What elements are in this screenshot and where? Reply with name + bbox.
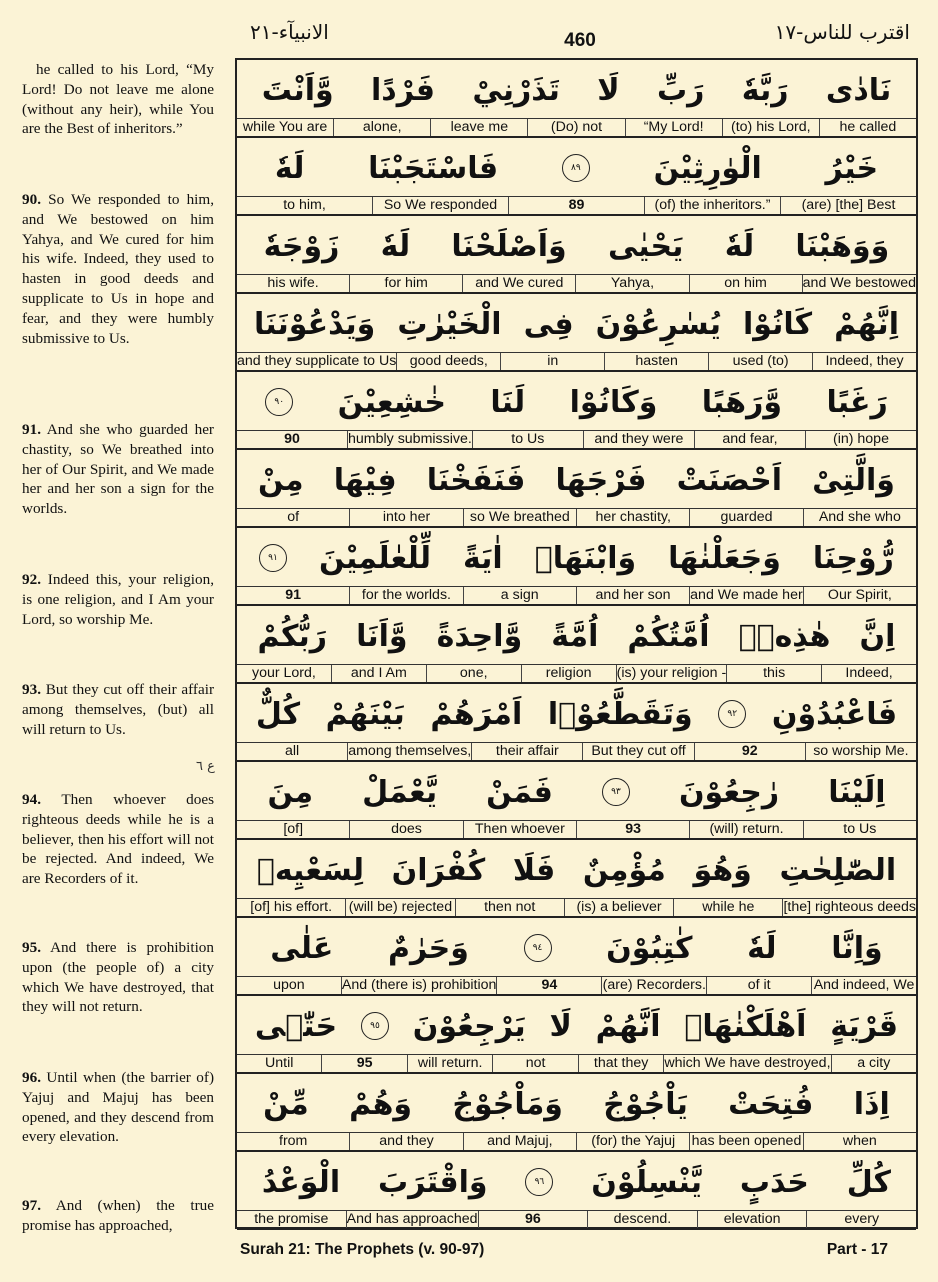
arabic-word: مِّنْ [263, 1086, 309, 1122]
word-meaning-cell: and they supplicate to Us [237, 353, 397, 369]
arabic-word: وَاقْتَرَبَ [377, 1164, 488, 1200]
word-meaning-cell: on him [689, 275, 802, 292]
word-meaning-cell: guarded [689, 509, 802, 526]
arabic-word: وَيَدْعُوْنَنَا [254, 306, 376, 342]
word-meaning-cell: (are) [the] Best [780, 197, 916, 214]
word-meaning-cell: not [492, 1055, 577, 1072]
surah-name-arabic: الانبيآء-٢١ [250, 20, 329, 44]
verse-number-cell: 89 [508, 197, 644, 214]
arabic-word: اِنَّهُمْ [834, 306, 899, 342]
english-line [237, 742, 916, 762]
word-meaning-cell: for the worlds. [349, 587, 462, 604]
word-meaning-cell: [of] [283, 821, 304, 837]
arabic-word: رَغَبًا [826, 384, 888, 420]
arabic-word: فَمَنْ [486, 774, 553, 810]
arabic-word: لَا [549, 1008, 572, 1044]
english-line [237, 1132, 916, 1152]
arabic-line [237, 606, 916, 666]
arabic-line [237, 996, 916, 1056]
arabic-word: فَاسْتَجَبْنَا [368, 150, 499, 186]
verse-row [237, 60, 916, 138]
translation-verse-93: 93. But they cut off their affair among themselves, (but) all will return to Us. [22, 681, 214, 738]
word-meaning-cell: of [287, 509, 300, 525]
english-line [237, 118, 916, 138]
word-meaning-cell: religion [521, 665, 616, 682]
verse-end-marker: ٩٢ [718, 700, 746, 728]
verse-row [237, 606, 916, 684]
verse-number-cell: 94 [496, 977, 601, 994]
arabic-word: وَهُوَ [693, 852, 752, 888]
arabic-word: اُمَّتُكُمْ [627, 618, 710, 654]
word-meaning-cell: Then whoever [463, 821, 576, 838]
arabic-word: اٰيَةً [462, 540, 503, 576]
arabic-word: كُفْرَانَ [391, 852, 486, 888]
arabic-word: وَاَصْلَحْنَا [451, 228, 567, 264]
verse-end-marker: ٩٤ [524, 934, 552, 962]
arabic-word: رَبِّ [656, 72, 705, 108]
verse-row [237, 294, 916, 372]
arabic-word: اِنَّ [859, 618, 896, 654]
english-line [237, 430, 916, 450]
word-meaning-cell: the promise [254, 1211, 329, 1227]
arabic-line [237, 918, 916, 978]
verse-row [237, 528, 916, 606]
arabic-word: وَكَانُوْا [569, 384, 658, 420]
word-meaning-cell: one, [426, 665, 521, 682]
word-meaning-cell: hasten [604, 353, 708, 370]
word-meaning-cell: has been opened [689, 1133, 802, 1150]
footer-part: Part - 17 [826, 1241, 888, 1258]
english-line [237, 352, 916, 372]
arabic-word: رٰجِعُوْنَ [678, 774, 780, 810]
arabic-line [237, 528, 916, 588]
word-meaning-cell: so worship Me. [805, 743, 916, 760]
word-meaning-cell: Indeed, they [812, 353, 916, 370]
arabic-word: وَّاحِدَةً [436, 618, 523, 654]
verse-number-cell: 93 [576, 821, 689, 838]
arabic-word: عَلٰى [270, 930, 334, 966]
arabic-word: قَرْيَةٍ [830, 1008, 899, 1044]
english-line [237, 274, 916, 294]
verse-number-cell: 96 [478, 1211, 588, 1228]
arabic-line [237, 684, 916, 744]
word-meaning-cell: every [806, 1211, 916, 1228]
arabic-word: وَالَّتِىْ [812, 462, 895, 498]
verse-row [237, 684, 916, 762]
word-meaning-cell: this [726, 665, 821, 682]
arabic-word: نَادٰى [825, 72, 892, 108]
english-line [237, 820, 916, 840]
arabic-word: يَاْجُوْجُ [603, 1086, 688, 1122]
arabic-line [237, 450, 916, 510]
word-meaning-cell: when [803, 1133, 916, 1150]
arabic-word: لَا [597, 72, 620, 108]
verse-row [237, 1074, 916, 1152]
word-meaning-cell: into her [349, 509, 462, 526]
word-meaning-cell: And (there is) prohibition [341, 977, 497, 993]
arabic-line [237, 138, 916, 198]
word-meaning-cell: and fear, [694, 431, 805, 448]
word-meaning-cell: to Us [803, 821, 916, 838]
english-line [237, 664, 916, 684]
english-line [237, 976, 916, 996]
arabic-word: يَّنْسِلُوْنَ [591, 1164, 702, 1200]
verse-row [237, 138, 916, 216]
english-line [237, 586, 916, 606]
arabic-word: وَاِنَّا [831, 930, 883, 966]
verse-number-cell: 91 [285, 587, 302, 603]
word-meaning-cell: (is) a believer [564, 899, 673, 916]
word-meaning-cell: in [500, 353, 604, 370]
verse-row [237, 1152, 916, 1230]
page-number: 460 [564, 30, 596, 51]
word-meaning-cell: But they cut off [582, 743, 693, 760]
ruku-marker: ع ٦ [196, 759, 215, 774]
word-meaning-cell: to him, [283, 197, 326, 213]
word-meaning-cell: and We made her [690, 587, 803, 603]
arabic-word: الْوٰرِثِيْنَ [653, 150, 762, 186]
translation-verse-96: 96. Until when (the barrier of) Yajuj and Majuj has been opened, and they descend from every elevation. [22, 1069, 214, 1146]
verse-end-marker: ٩٥ [361, 1012, 389, 1040]
arabic-word: هٰذِهٖۤ [738, 618, 831, 654]
verse-end-marker: ٩١ [259, 544, 287, 572]
arabic-word: وَوَهَبْنَا [795, 228, 890, 264]
word-meaning-cell: to Us [472, 431, 583, 448]
word-meaning-cell: Indeed, [821, 665, 916, 682]
word-meaning-cell: used (to) [708, 353, 812, 370]
translation-verse-92: 92. Indeed this, your religion, is one religion, and I Am your Lord, so worship Me. [22, 571, 215, 628]
verse-row [237, 450, 916, 528]
arabic-word: كٰتِبُوْنَ [606, 930, 693, 966]
arabic-word: كَانُوْا [743, 306, 813, 342]
arabic-word: فِيْهَا [333, 462, 397, 498]
arabic-word: رَبَّهٗ [741, 72, 789, 108]
arabic-word: يُسٰرِعُوْنَ [595, 306, 721, 342]
arabic-word: لِسَعْيِهٖ [256, 852, 364, 888]
arabic-word: رُّوْحِنَا [812, 540, 894, 576]
translation-verse-94: 94. Then whoever does righteous deeds while he is a believer, then his effort will not be rejected. And indeed, We are Recorders of it. [22, 791, 214, 888]
arabic-word: وَّرَهَبًا [701, 384, 783, 420]
word-meaning-cell: Our Spirit, [803, 587, 916, 604]
arabic-word: رَبُّكُمْ [257, 618, 328, 654]
arabic-word: لَنَا [490, 384, 526, 420]
word-meaning-cell: (Do) not [527, 119, 624, 136]
word-meaning-cell: then not [455, 899, 564, 916]
verse-number-cell: 90 [284, 431, 300, 447]
arabic-word: وَهُمْ [349, 1086, 413, 1122]
verse-row [237, 762, 916, 840]
arabic-line [237, 294, 916, 354]
arabic-word: خٰشِعِيْنَ [337, 384, 446, 420]
arabic-word: تَذَرْنِيْ [472, 72, 560, 108]
word-meaning-cell: upon [273, 977, 305, 993]
arabic-word: وَجَعَلْنٰهَا [668, 540, 781, 576]
word-by-word-grid [235, 58, 918, 1229]
word-meaning-cell: and We cured [462, 275, 575, 292]
word-meaning-cell: (will) return. [689, 821, 802, 838]
word-meaning-cell: [the] righteous deeds [783, 899, 916, 915]
arabic-word: زَوْجَهٗ [263, 228, 340, 264]
word-meaning-cell: while he [673, 899, 782, 916]
arabic-word: وَّاَنْتَ [261, 72, 334, 108]
word-meaning-cell: and they [349, 1133, 462, 1150]
word-meaning-cell: your Lord, [251, 665, 316, 681]
word-meaning-cell: (of) the inheritors.” [644, 197, 780, 214]
word-meaning-cell: his wife. [267, 275, 319, 291]
verse-row [237, 918, 916, 996]
word-meaning-cell: a city [831, 1055, 916, 1072]
word-meaning-cell: descend. [587, 1211, 697, 1228]
word-meaning-cell: so We breathed [463, 509, 576, 526]
translation-verse-91: 91. And she who guarded her chastity, so We breathed into her of Our Spirit, and We made her and her son a sign for the worlds. [22, 421, 214, 518]
arabic-word: الْخَيْرٰتِ [397, 306, 502, 342]
word-meaning-cell: for him [349, 275, 462, 292]
arabic-word: فَاعْبُدُوْنِ [771, 696, 898, 732]
arabic-word: بَيْنَهُمْ [325, 696, 405, 732]
arabic-line [237, 60, 916, 120]
arabic-word: اُمَّةً [551, 618, 599, 654]
arabic-line [237, 372, 916, 432]
verse-end-marker: ٩٦ [525, 1168, 553, 1196]
word-meaning-cell: and Majuj, [463, 1133, 576, 1150]
word-meaning-cell: and We bestowed [802, 275, 916, 291]
word-meaning-cell: which We have destroyed, [664, 1055, 831, 1071]
verse-end-marker: ٩٠ [265, 388, 293, 416]
arabic-word: يَرْجِعُوْنَ [412, 1008, 526, 1044]
word-meaning-cell: while You are [242, 119, 328, 135]
arabic-word: حَتّٰۤى [254, 1008, 338, 1044]
arabic-word: اِذَا [853, 1086, 890, 1122]
arabic-line [237, 216, 916, 276]
english-line [237, 898, 916, 918]
word-meaning-cell: (for) the Yajuj [576, 1133, 689, 1150]
word-meaning-cell: does [349, 821, 462, 838]
arabic-word: لَهٗ [380, 228, 411, 264]
word-meaning-cell: will return. [407, 1055, 492, 1072]
word-meaning-cell: (are) Recorders. [602, 977, 706, 993]
word-meaning-cell: he called [819, 119, 916, 136]
translation-verse-95: 95. And there is prohibition upon (the people of) a city which We have destroyed, that they will not return. [22, 939, 214, 1016]
word-meaning-cell: her chastity, [576, 509, 689, 526]
arabic-word: اَنَّهُمْ [595, 1008, 661, 1044]
arabic-word: يَّعْمَلْ [362, 774, 438, 810]
word-meaning-cell: And has approached [346, 1211, 478, 1227]
verse-row [237, 840, 916, 918]
word-meaning-cell: “My Lord! [625, 119, 722, 136]
word-meaning-cell: and I Am [331, 665, 426, 682]
verse-row [237, 996, 916, 1074]
word-meaning-cell: good deeds, [396, 353, 500, 370]
english-line [237, 1210, 916, 1230]
word-meaning-cell: Until [265, 1055, 294, 1071]
arabic-word: يَحْيٰى [607, 228, 684, 264]
word-meaning-cell: that they [578, 1055, 663, 1072]
word-meaning-cell: and her son [576, 587, 689, 604]
arabic-line [237, 1152, 916, 1212]
english-line [237, 196, 916, 216]
word-meaning-cell: all [285, 743, 300, 759]
arabic-line [237, 762, 916, 822]
word-meaning-cell: and they were [583, 431, 694, 448]
arabic-line [237, 840, 916, 900]
arabic-word: لَهٗ [724, 228, 755, 264]
word-meaning-cell: a sign [463, 587, 576, 604]
arabic-word: خَيْرُ [825, 150, 879, 186]
word-meaning-cell: among themselves, [348, 743, 472, 759]
arabic-word: فُتِحَتْ [728, 1086, 814, 1122]
verse-number-cell: 95 [321, 1055, 406, 1072]
arabic-word: وَابْنَهَاۤ [534, 540, 637, 576]
arabic-word: كُلِّ [846, 1164, 892, 1200]
arabic-word: فَرْدًا [371, 72, 435, 108]
footer-surah-info: Surah 21: The Prophets (v. 90-97) [240, 1241, 485, 1258]
word-meaning-cell: And indeed, We [811, 977, 916, 994]
arabic-word: الْوَعْدُ [261, 1164, 341, 1200]
word-meaning-cell: of it [706, 977, 811, 994]
verse-row [237, 372, 916, 450]
word-meaning-cell: Yahya, [575, 275, 688, 292]
word-meaning-cell: So We responded [372, 197, 508, 214]
arabic-word: اِلَيْنَا [828, 774, 886, 810]
english-line [237, 508, 916, 528]
verse-end-marker: ٩٣ [602, 778, 630, 806]
arabic-word: لِّلْعٰلَمِيْنَ [318, 540, 431, 576]
arabic-word: مُؤْمِنٌ [582, 852, 666, 888]
arabic-word: اَحْصَنَتْ [676, 462, 783, 498]
arabic-word: فِى [523, 306, 574, 342]
word-meaning-cell: their affair [471, 743, 582, 760]
arabic-word: فَنَفَخْنَا [426, 462, 526, 498]
arabic-word: وَتَقَطَّعُوْۤا [547, 696, 693, 732]
arabic-line [237, 1074, 916, 1134]
translation-verse-90: 90. So We responded to him, and We bestowed on him Yahya, and We cured for him his wife. Indeed, they used to hasten in good deeds and supplicate to Us in hope and fear, and they were humbly submissive to Us. [22, 191, 215, 347]
arabic-word: وَّاَنَا [356, 618, 408, 654]
verse-row [237, 216, 916, 294]
page-header [0, 0, 938, 56]
word-meaning-cell: (is) your religion - [616, 665, 727, 681]
word-meaning-cell: (in) hope [805, 431, 916, 448]
word-meaning-cell: from [279, 1133, 308, 1149]
word-meaning-cell: alone, [333, 119, 430, 136]
word-meaning-cell: elevation [697, 1211, 807, 1228]
arabic-word: اَهْلَكْنٰهَاۤ [684, 1008, 807, 1044]
word-meaning-cell: And she who [803, 509, 916, 526]
arabic-word: حَدَبٍ [739, 1164, 809, 1200]
arabic-word: اَمْرَهُمْ [430, 696, 523, 732]
arabic-word: وَحَرٰمٌ [388, 930, 469, 966]
arabic-word: الصّٰلِحٰتِ [779, 852, 897, 888]
part-name-arabic: اقترب للناس-١٧ [774, 20, 910, 44]
arabic-word: مِنْ [258, 462, 304, 498]
translation-verse-97: 97. And (when) the true promise has approached, [22, 1197, 214, 1234]
word-meaning-cell: humbly submissive. [348, 431, 472, 447]
arabic-word: كُلٌّ [255, 696, 301, 732]
arabic-word: فَلَا [512, 852, 556, 888]
verse-number-cell: 92 [694, 743, 805, 760]
word-meaning-cell: (will be) rejected [345, 899, 454, 916]
arabic-word: مِنَ [267, 774, 314, 810]
word-meaning-cell: [of] his effort. [250, 899, 333, 915]
arabic-word: لَهٗ [274, 150, 305, 186]
english-line [237, 1054, 916, 1074]
arabic-word: وَمَاْجُوْجُ [452, 1086, 563, 1122]
word-meaning-cell: leave me [430, 119, 527, 136]
word-meaning-cell: (to) his Lord, [722, 119, 819, 136]
translation-verse-89-cont: he called to his Lord, “My Lord! Do not leave me alone (without any heir), while You are the Best of inheritors.” [22, 61, 214, 138]
verse-end-marker: ٨٩ [562, 154, 590, 182]
arabic-word: فَرْجَهَا [555, 462, 647, 498]
arabic-word: لَهٗ [747, 930, 777, 966]
